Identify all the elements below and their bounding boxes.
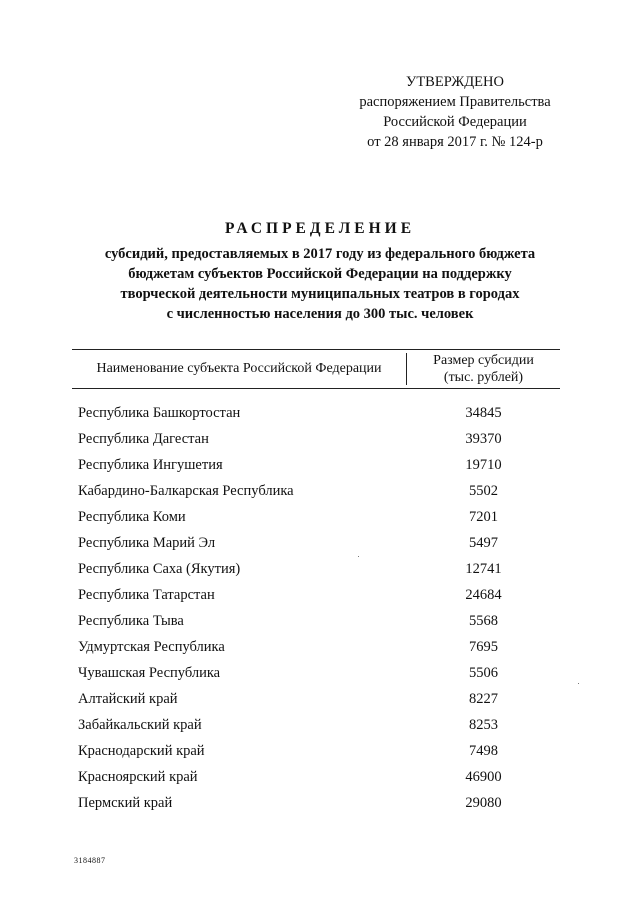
region-name: Республика Башкортостан — [78, 405, 241, 421]
subtitle-line: творческой деятельности муниципальных театров в городах — [120, 286, 520, 302]
region-name: Республика Саха (Якутия) — [78, 561, 241, 577]
table-body — [72, 402, 560, 818]
subsidy-amount: 29080 — [465, 795, 502, 811]
column-header-amount-line: Размер субсидии — [433, 353, 534, 368]
approval-authority-country: Российской Федерации — [383, 114, 527, 130]
region-name: Кабардино-Балкарская Республика — [78, 483, 294, 499]
region-name: Республика Тыва — [78, 613, 184, 629]
subsidy-amount: 24684 — [465, 587, 502, 603]
subsidy-amount: 12741 — [465, 561, 502, 577]
table-row — [72, 428, 560, 454]
approval-date-number: от 28 января 2017 г. № 124-р — [367, 134, 543, 150]
column-header-amount-unit: (тыс. рублей) — [443, 370, 524, 385]
table-row — [72, 714, 560, 740]
subsidy-amount: 5506 — [469, 665, 498, 681]
approval-block — [330, 72, 580, 152]
region-name: Республика Коми — [78, 509, 186, 525]
subsidy-amount: 39370 — [465, 431, 502, 447]
table-row — [72, 688, 560, 714]
region-name: Республика Татарстан — [78, 587, 215, 603]
region-name: Пермский край — [78, 795, 173, 811]
subsidy-amount: 5568 — [469, 613, 498, 629]
table-row — [72, 662, 560, 688]
subtitle-line: с численностью населения до 300 тыс. человек — [166, 306, 474, 322]
subsidy-amount: 34845 — [465, 405, 502, 421]
table-row — [72, 480, 560, 506]
column-header-name: Наименование субъекта Российской Федерации — [96, 361, 382, 376]
approval-authority: распоряжением Правительства — [359, 94, 551, 110]
approval-label: УТВЕРЖДЕНО — [406, 74, 504, 90]
subsidy-amount: 7498 — [469, 743, 498, 759]
table-row — [72, 766, 560, 792]
region-name: Краснодарский край — [78, 743, 205, 759]
subsidy-amount: 8253 — [469, 717, 498, 733]
table-row — [72, 636, 560, 662]
subsidy-amount: 5502 — [469, 483, 498, 499]
region-name: Алтайский край — [78, 691, 178, 707]
region-name: Республика Дагестан — [78, 431, 209, 447]
subsidy-amount: 5497 — [469, 535, 498, 551]
subtitle-line: субсидий, предоставляемых в 2017 году из федерального бюджета — [104, 246, 536, 262]
subsidy-amount: 46900 — [465, 769, 502, 785]
subsidy-amount: 7695 — [469, 639, 498, 655]
table-row — [72, 610, 560, 636]
document-code: 3184887 — [74, 856, 106, 865]
subtitle-line: бюджетам субъектов Российской Федерации на поддержку — [128, 266, 512, 282]
table-row — [72, 558, 560, 584]
region-name: Удмуртская Республика — [78, 639, 225, 655]
table-row — [72, 740, 560, 766]
subsidy-amount: 7201 — [469, 509, 498, 525]
document-subtitle — [60, 244, 580, 324]
subsidy-amount: 19710 — [465, 457, 502, 473]
region-name: Чувашская Республика — [78, 665, 221, 681]
table-row — [72, 454, 560, 480]
region-name: Забайкальский край — [78, 717, 202, 733]
region-name: Республика Ингушетия — [78, 457, 223, 473]
table-row — [72, 506, 560, 532]
scan-speck — [578, 683, 579, 684]
column-header-amount — [407, 350, 560, 388]
scan-speck — [358, 556, 359, 557]
table-row — [72, 584, 560, 610]
table-row — [72, 532, 560, 558]
table-header — [72, 349, 560, 389]
region-name: Красноярский край — [78, 769, 198, 785]
subsidy-table — [72, 349, 560, 811]
document-title: РАСПРЕДЕЛЕНИЕ — [224, 220, 416, 237]
subsidy-amount: 8227 — [469, 691, 498, 707]
table-row — [72, 792, 560, 818]
region-name: Республика Марий Эл — [78, 535, 216, 551]
table-row — [72, 402, 560, 428]
